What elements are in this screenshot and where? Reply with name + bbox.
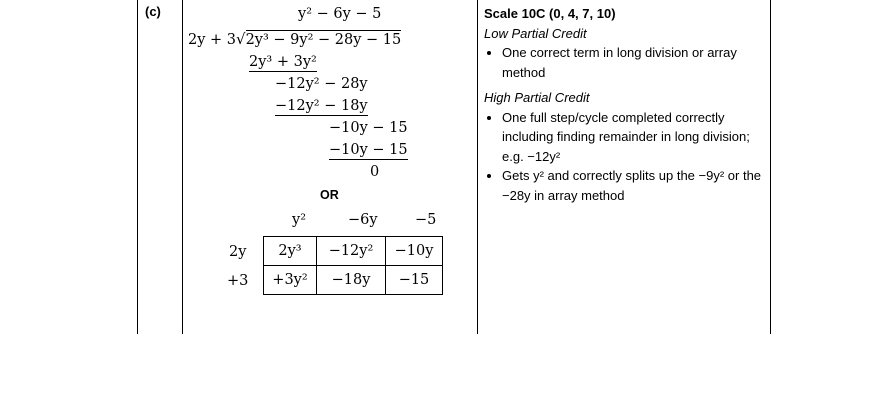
array-method-table [263, 236, 443, 295]
array-row-label: +3 [227, 273, 249, 289]
table-border-part-col [182, 0, 183, 334]
array-column-header: −5 [415, 212, 437, 228]
low-partial-heading: Low Partial Credit [484, 25, 587, 41]
array-cell: −10y [386, 237, 443, 266]
divisor: 2y + 3 [188, 32, 237, 48]
table-border-right [770, 0, 771, 334]
array-column-header: y² [292, 212, 307, 228]
array-column-header: −6y [348, 212, 378, 228]
division-step: −12y² − 28y [275, 76, 368, 92]
division-step: 2y³ + 3y² [249, 54, 317, 70]
division-step: −10y − 15 [329, 142, 408, 158]
table-row [264, 266, 443, 295]
array-cell: −18y [317, 266, 386, 295]
or-label: OR [320, 188, 339, 202]
list-item: • Gets y² and correctly splits up the −9y² or the −28y in array method [502, 166, 769, 205]
division-remainder: 0 [370, 164, 380, 180]
array-cell: −15 [386, 266, 443, 295]
list-item: • One correct term in long division or array method [502, 43, 769, 82]
table-border-left [137, 0, 138, 334]
array-cell: +3y² [264, 266, 317, 295]
division-step: −10y − 15 [329, 120, 408, 136]
division-bracket: √ [236, 30, 246, 48]
array-row-label: 2y [229, 244, 247, 260]
low-partial-list [484, 43, 769, 82]
dividend: 2y³ − 9y² − 28y − 15 [245, 32, 402, 48]
table-border-middle [477, 0, 478, 334]
marking-scheme [484, 4, 769, 205]
table-row [264, 237, 443, 266]
part-label: (c) [145, 4, 161, 19]
list-item: • One full step/cycle completed correctly including finding remainder in long division; e.g. −12y² [502, 108, 769, 167]
high-partial-list [484, 108, 769, 206]
array-cell: 2y³ [264, 237, 317, 266]
scale-title: Scale 10C (0, 4, 7, 10) [484, 6, 616, 21]
array-cell: −12y² [317, 237, 386, 266]
high-partial-heading: High Partial Credit [484, 90, 590, 105]
long-division-header [188, 30, 401, 49]
division-step: −12y² − 18y [275, 98, 368, 114]
quotient: y² − 6y − 5 [298, 6, 382, 22]
